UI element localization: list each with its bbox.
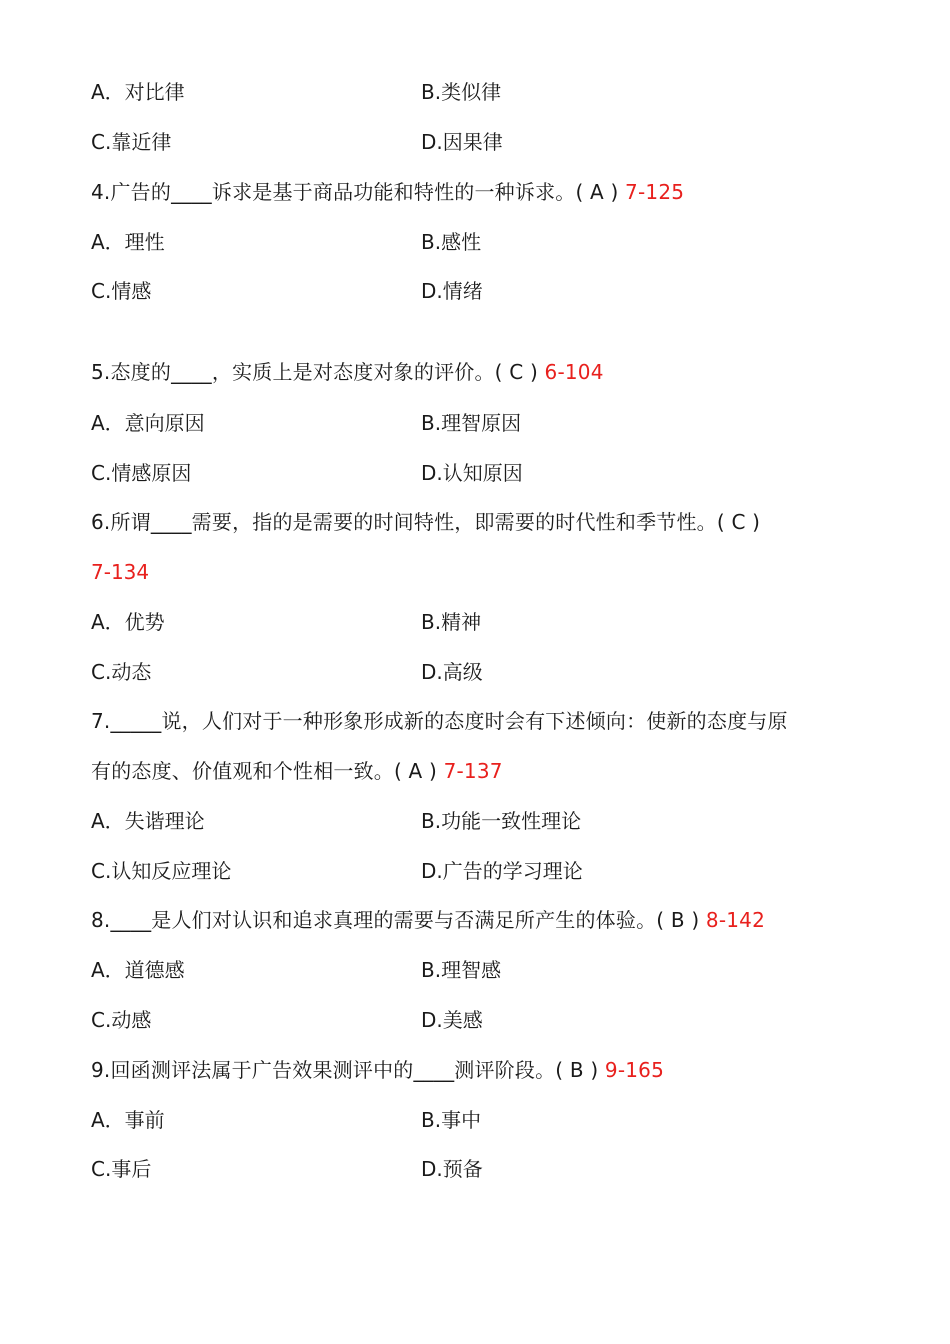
q4-option-d: D.情绪: [421, 279, 483, 303]
q7-option-b: B.功能一致性理论: [421, 809, 582, 833]
q9-reference: 9-165: [604, 1058, 665, 1082]
q7-option-d: D.广告的学习理论: [421, 859, 583, 883]
q5-question-text: 5.态度的____，实质上是对态度对象的评价。( C ): [91, 360, 545, 384]
q9-question-text: 9.回函测评法属于广告效果测评中的____测评阶段。( B ): [91, 1058, 605, 1082]
q9-question: [91, 1056, 664, 1084]
q5-option-b: B.理智原因: [421, 411, 522, 435]
q3-option-a: A．对比律: [91, 80, 185, 104]
q4-option-c: C.情感: [91, 279, 152, 303]
q7-option-c: C.认知反应理论: [91, 859, 232, 883]
q6-reference: 7-134: [91, 560, 150, 584]
q8-option-a: A．道德感: [91, 958, 185, 982]
q4-option-a: A．理性: [91, 230, 165, 254]
q6-option-a: A．优势: [91, 610, 165, 634]
q6-option-b: B.精神: [421, 610, 482, 634]
q5-reference: 6-104: [544, 360, 604, 384]
q5-option-d: D.认知原因: [421, 461, 523, 485]
q5-option-c: C.情感原因: [91, 461, 192, 485]
q6-question: 6.所谓____需要，指的是需要的时间特性，即需要的时代性和季节性。( C ): [91, 510, 761, 534]
q8-reference: 8-142: [705, 908, 766, 932]
q8-option-b: B.理智感: [421, 958, 502, 982]
q4-question: [91, 178, 684, 206]
q7-reference: 7-137: [443, 759, 503, 783]
q5-option-a: A．意向原因: [91, 411, 205, 435]
q8-option-d: D.美感: [421, 1008, 483, 1032]
q7-option-a: A．失谐理论: [91, 809, 205, 833]
q8-question-text: 8.____是人们对认识和追求真理的需要与否满足所产生的体验。( B ): [91, 908, 706, 932]
q8-option-c: C.动感: [91, 1008, 152, 1032]
q3-option-c: C.靠近律: [91, 130, 172, 154]
q6-option-c: C.动态: [91, 660, 152, 684]
q7-question-text: 有的态度、价值观和个性相一致。( A ): [91, 759, 444, 783]
q3-option-b: B.类似律: [421, 80, 502, 104]
q3-option-d: D.因果律: [421, 130, 503, 154]
q6-option-d: D.高级: [421, 660, 483, 684]
q4-question-text: 4.广告的____诉求是基于商品功能和特性的一种诉求。( A ): [91, 180, 626, 204]
q4-option-b: B.感性: [421, 230, 482, 254]
q7-question-line1: 7._____说，人们对于一种形象形成新的态度时会有下述倾向：使新的态度与原: [91, 709, 788, 733]
q4-reference: 7-125: [625, 180, 685, 204]
q9-option-b: B.事中: [421, 1108, 482, 1132]
q9-option-a: A．事前: [91, 1108, 165, 1132]
q7-question-line2: [91, 757, 503, 785]
q9-option-c: C.事后: [91, 1157, 152, 1181]
q9-option-d: D.预备: [421, 1157, 483, 1181]
q8-question: [91, 906, 765, 934]
q5-question: [91, 358, 604, 386]
